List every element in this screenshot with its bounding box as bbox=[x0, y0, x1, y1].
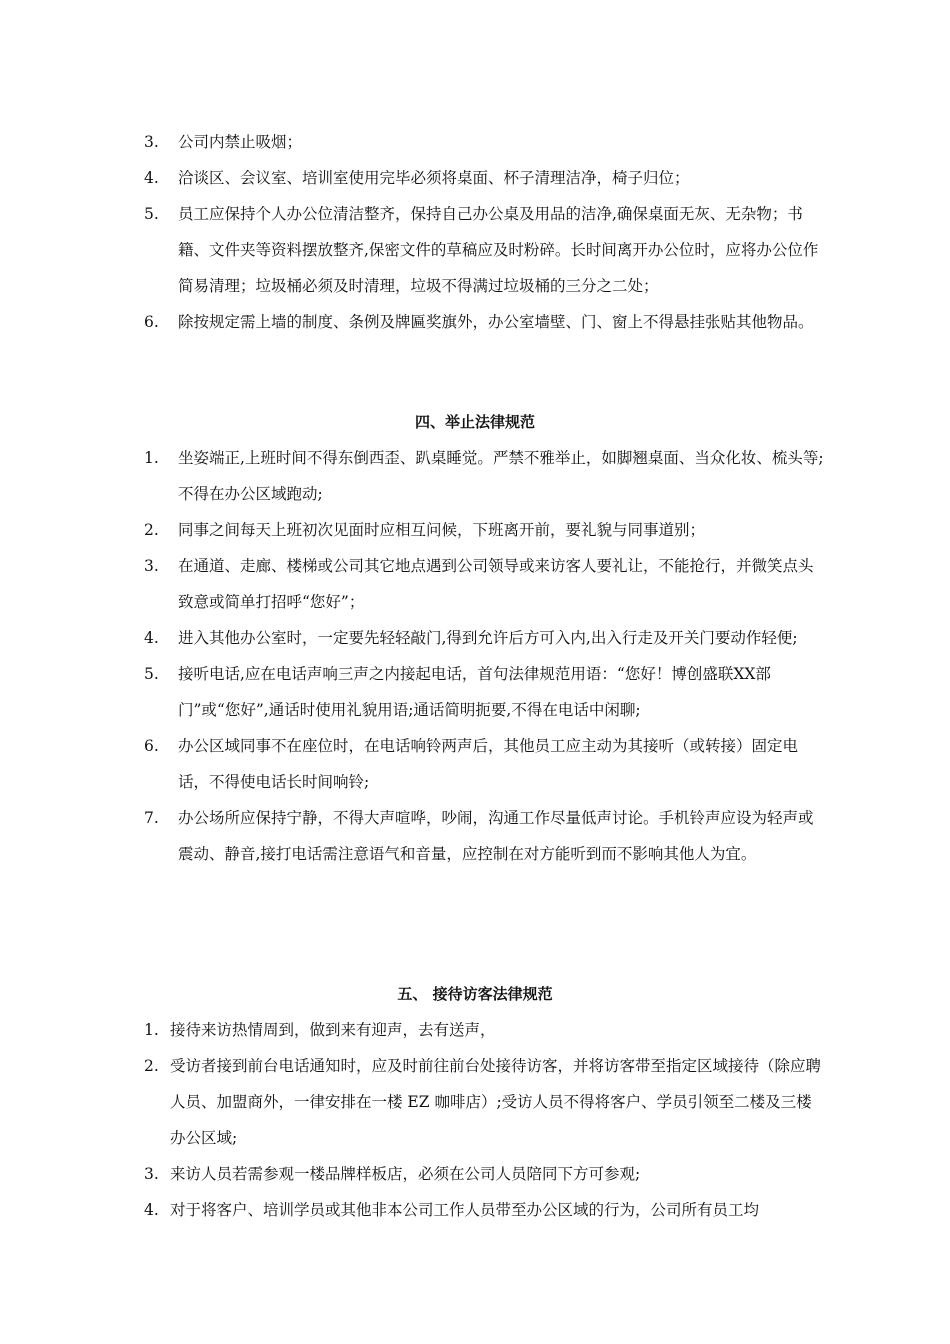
list-item bbox=[0, 1192, 950, 1228]
list-item bbox=[0, 1156, 950, 1192]
item-number: 4. bbox=[144, 169, 159, 187]
rules-list-visitors bbox=[0, 1012, 950, 1228]
item-number: 2. bbox=[144, 521, 159, 539]
item-number: 7. bbox=[144, 809, 159, 827]
list-item bbox=[0, 160, 950, 196]
list-item bbox=[0, 196, 950, 304]
item-text: 坐姿端正,上班时间不得东倒西歪、趴桌睡觉。严禁不雅举止，如脚翘桌面、当众化妆、梳头等;不得在办公区域跑动; bbox=[178, 449, 824, 503]
item-text: 办公区域同事不在座位时，在电话响铃两声后，其他员工应主动为其接听（或转接）固定电话，不得使电话长时间响铃; bbox=[178, 737, 799, 791]
item-text: 同事之间每天上班初次见面时应相互问候，下班离开前，要礼貌与同事道别； bbox=[178, 521, 706, 539]
list-item bbox=[0, 548, 950, 620]
list-item bbox=[0, 124, 950, 160]
list-item bbox=[0, 728, 950, 800]
item-number: 6. bbox=[144, 313, 159, 331]
list-item bbox=[0, 800, 950, 872]
item-text: 员工应保持个人办公位清洁整齐，保持自己办公桌及用品的洁净,确保桌面无灰、无杂物；书籍、文件夹等资料摆放整齐,保密文件的草稿应及时粉碎。长时间离开办公位时，应将办公位作简易清理；垃圾桶必须及时清理，垃圾不得满过垃圾桶的三分之二处； bbox=[178, 205, 819, 295]
item-number: 2. bbox=[144, 1057, 159, 1075]
item-text: 来访人员若需参观一楼品牌样板店，必须在公司人员陪同下方可参观; bbox=[170, 1165, 641, 1183]
item-text: 除按规定需上墙的制度、条例及牌匾奖旗外，办公室墙壁、门、窗上不得悬挂张贴其他物品。 bbox=[178, 313, 814, 331]
item-number: 4. bbox=[144, 629, 159, 647]
item-text: 办公场所应保持宁静，不得大声喧哗，吵闹，沟通工作尽量低声讨论。手机铃声应设为轻声或震动、静音,接打电话需注意语气和音量，应控制在对方能听到而不影响其他人为宜。 bbox=[178, 809, 814, 863]
item-number: 3. bbox=[144, 557, 159, 575]
item-number: 3. bbox=[144, 1165, 159, 1183]
section-heading-conduct: 四、举止法律规范 bbox=[414, 413, 535, 431]
list-item bbox=[0, 620, 950, 656]
item-number: 6. bbox=[144, 737, 159, 755]
item-number: 4. bbox=[144, 1201, 159, 1219]
list-item bbox=[0, 304, 950, 340]
list-item bbox=[0, 1012, 950, 1048]
item-text: 公司内禁止吸烟； bbox=[178, 133, 303, 151]
item-text: 进入其他办公室时，一定要先轻轻敲门,得到允许后方可入内,出入行走及开关门要动作轻便; bbox=[178, 629, 798, 647]
item-number: 5. bbox=[144, 665, 159, 683]
item-number: 3. bbox=[144, 133, 159, 151]
item-text: 接听电话,应在电话声响三声之内接起电话，首句法律规范用语：“您好！博创盛联XX部门”或“您好”,通话时使用礼貌用语;通话简明扼要,不得在电话中闲聊; bbox=[178, 665, 771, 719]
rules-list-office-hygiene bbox=[0, 124, 950, 340]
section-heading-visitors: 五、 接待访客法律规范 bbox=[397, 985, 553, 1003]
rules-list-conduct bbox=[0, 440, 950, 872]
list-item bbox=[0, 1048, 950, 1156]
item-text: 对于将客户、培训学员或其他非本公司工作人员带至办公区域的行为，公司所有员工均 bbox=[170, 1201, 760, 1219]
item-number: 5. bbox=[144, 205, 159, 223]
item-text: 在通道、走廊、楼梯或公司其它地点遇到公司领导或来访客人要礼让，不能抢行，并微笑点头致意或简单打招呼“您好”； bbox=[178, 557, 814, 611]
item-number: 1. bbox=[144, 1021, 159, 1039]
item-text: 接待来访热情周到，做到来有迎声，去有送声， bbox=[170, 1021, 496, 1039]
item-text: 洽谈区、会议室、培训室使用完毕必须将桌面、杯子清理洁净，椅子归位； bbox=[178, 169, 690, 187]
item-number: 1. bbox=[144, 449, 159, 467]
item-text: 受访者接到前台电话通知时，应及时前往前台处接待访客，并将访客带至指定区域接待（除应聘人员、加盟商外，一律安排在一楼 EZ 咖啡店）;受访人员不得将客户、学员引领至二楼及三楼办公区域; bbox=[170, 1057, 822, 1147]
list-item bbox=[0, 440, 950, 512]
list-item bbox=[0, 512, 950, 548]
list-item bbox=[0, 656, 950, 728]
